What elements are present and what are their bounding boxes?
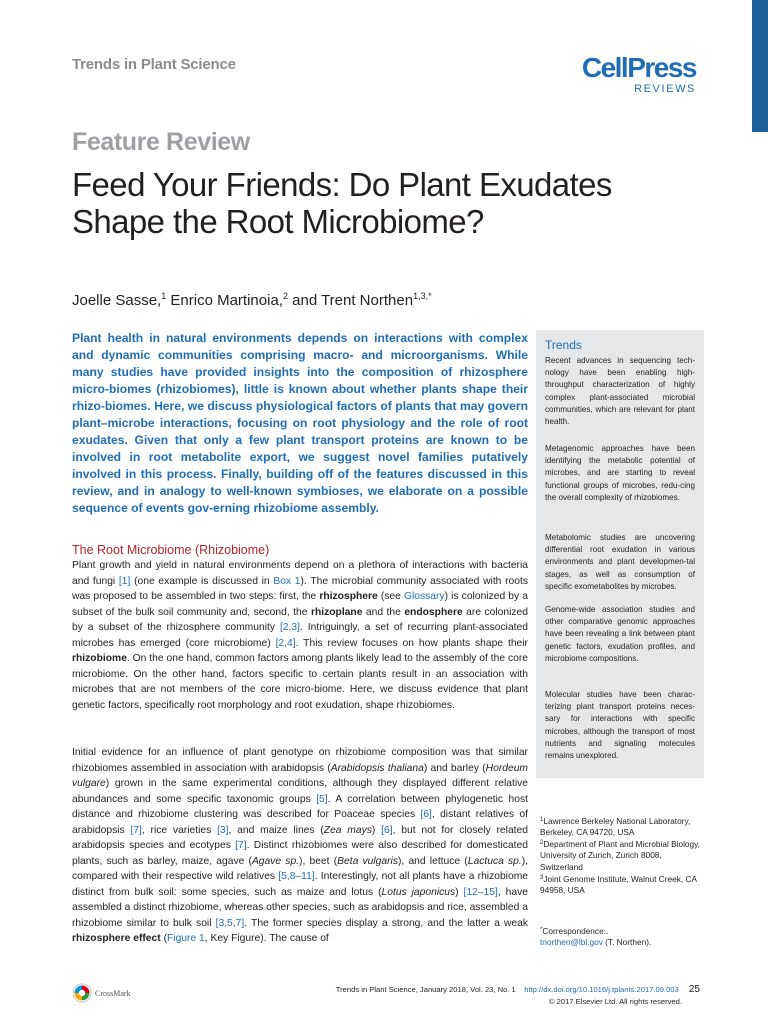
- glossary-term: rhizosphere effect: [72, 933, 161, 944]
- trends-item: Recent advances in sequencing tech-nology have been enabling high-throughput characterization of highly complex plant-associated microbial communities, which are relevant for plant health.: [545, 356, 695, 427]
- footer-citation-line: [200, 984, 700, 996]
- citation-link[interactable]: [3,5,7]: [215, 917, 245, 929]
- affiliation: $^1$Lawrence Berkeley National Laboratory, Berkeley, CA 94720, USA: [540, 816, 691, 838]
- citation-link[interactable]: [6]: [381, 824, 393, 836]
- citation-link[interactable]: [7]: [130, 824, 142, 836]
- article-type: Feature Review: [72, 128, 250, 156]
- body-paragraph: Initial evidence for an influence of plant genotype on rhizobiome composition was that similar rhizobiomes assembled in association with arabidopsis (Arabidopsis thaliana) and barley (Hordeum vulgare) grown in the same experimental conditions, although they displayed different relative abundances and some specific taxonomic groups [5]. A correlation between phylogenetic host distance and rhizobiome clustering was described for Poaceae species [6], distant relatives of arabidopsis [7], rice varieties [3], and maize lines (Zea mays) [6], but not for closely related arabidopsis species and ecotypes [7]. Distinct rhizobiomes were also described for domesticated plants, such as barley, maize, agave (Agave sp.), beet (Beta vulgaris), and lettuce (Lactuca sp.), compared with their respective wild relatives [5,8–11]. Interestingly, not all plants have a rhizobiome distinct from bulk soil: some species, such as maize and lotus (Lotus japonicus) [12–15], have assembled a distinct rhizobiome, whereas other species, such as arabidopsis and rice, assembled a rhizobiome similar to bulk soil [3,5,7]. The former species display a strong, and the latter a weak rhizosphere effect (Figure 1, Key Figure). The cause of: [72, 747, 529, 944]
- citation-link[interactable]: [3]: [217, 824, 229, 836]
- section-heading: The Root Microbiome (Rhizobiome): [72, 543, 270, 557]
- doi-link[interactable]: http://dx.doi.org/10.1016/j.tplants.2017.09.003: [524, 985, 679, 994]
- author-name: Joelle Sasse,: [72, 292, 162, 309]
- affiliation: $^2$Department of Plant and Microbial Biology, University of Zurich, Zurich 8008, Switzerland: [540, 839, 700, 872]
- correspondence: *Correspondence:. tnorthen@lbl.gov (T. Northen).: [540, 926, 652, 948]
- crossmark-label: CrossMark: [95, 988, 131, 998]
- affiliation: $^3$Joint Genome Institute, Walnut Creek, CA 94958, USA: [540, 874, 697, 896]
- author-name: and Trent Northen: [292, 292, 414, 309]
- box-link[interactable]: Box 1: [273, 575, 301, 587]
- cellpress-logo[interactable]: [578, 54, 696, 96]
- email-link[interactable]: tnorthen@lbl.gov: [540, 937, 603, 948]
- glossary-term: rhizoplane: [310, 606, 363, 618]
- logo-main-text: CellPress: [581, 52, 696, 83]
- author-affil-sup: 1: [161, 291, 167, 301]
- trends-item: Molecular studies have been charac-terizing plant transport proteins neces-sary for interactions with specific microbes, although the transport of most nutrients and signaling molecules remains unexplored.: [545, 690, 695, 761]
- body-paragraph: Plant growth and yield in natural environments depend on a plethora of interactions with bacteria and fungi [1] (one example is discussed in Box 1). The microbial community associated with roots was proposed to be assembled in two steps: first, the rhizosphere (see Glossary) is colonized by a subset of the bulk soil community and, second, the rhizoplane and the endosphere are colonized by a subset of the rhizosphere community [2,3]. Intriguingly, a set of recurring plant-associated microbes has emerged (core microbiome) [2,4]. This review focuses on how plants shape their rhizobiome. On the one hand, common factors among plants likely lead to the assembly of the core microbiome. On the other hand, factors specific to certain plants result in an association with microbes that are not members of the core micro-biome. Here, we discuss evidence that plant genetic factors, specifically root morphology and root exudation, shape rhizobiomes.: [72, 560, 529, 711]
- glossary-term: rhizobiome: [72, 653, 127, 664]
- citation-link[interactable]: [12–15]: [463, 886, 498, 898]
- author-name: Enrico Martinoia,: [170, 292, 283, 309]
- footer-citation: Trends in Plant Science, January 2018, Vol. 23, No. 1: [335, 985, 516, 994]
- journal-name: Trends in Plant Science: [72, 56, 236, 73]
- page-edge-tab: [752, 0, 768, 132]
- citation-link[interactable]: [6]: [420, 809, 432, 820]
- glossary-term: rhizosphere: [319, 591, 378, 602]
- footer-copyright: © 2017 Elsevier Ltd. All rights reserved.: [548, 997, 682, 1006]
- glossary-term: endosphere: [404, 606, 463, 618]
- author-list: [72, 291, 432, 309]
- citation-link[interactable]: [2,3]: [279, 622, 300, 633]
- trends-item: Genome-wide association studies and other comparative genomic approaches have been revealing a link between plant genetic factors, exudation profiles, and microbiome compositions.: [545, 605, 695, 663]
- crossmark-badge[interactable]: [72, 983, 131, 1003]
- figure-link[interactable]: Figure 1: [167, 933, 205, 944]
- trends-item: Metabolomic studies are uncovering differential root exudation in various environments and plant developmen-tal stages, as well as consumption of specific exometabolites by microbes.: [545, 533, 695, 591]
- citation-link[interactable]: [2,4]: [275, 637, 296, 649]
- article-title: Feed Your Friends: Do Plant Exudates Shape the Root Microbiome?: [72, 166, 612, 240]
- logo-sub-text: REVIEWS: [634, 83, 696, 95]
- citation-link[interactable]: [5]: [316, 793, 328, 805]
- page-footer: [200, 984, 700, 1008]
- citation-link[interactable]: [5,8–11]: [278, 871, 315, 882]
- citation-link[interactable]: [1]: [118, 575, 131, 587]
- author-affil-sup: 2: [282, 291, 288, 301]
- glossary-link[interactable]: Glossary: [403, 591, 445, 602]
- page-number: 25: [688, 984, 700, 995]
- trends-item: Metagenomic approaches have been identifying the metabolic potential of microbes, and are starting to reveal functional groups of microbes, redu-cing the overall complexity of rhizobiomes.: [545, 444, 695, 502]
- author-affil-sup: 1,3,*: [413, 291, 432, 301]
- abstract: Plant health in natural environments depends on interactions with complex and dynamic communities comprising macro- and microorganisms. While many studies have provided insights into the composition of rhizosphere micro-biomes (rhizobiomes), little is known about whether plants shape their rhizo-biomes. Here, we discuss physiological factors of plants that may govern plant–microbe interactions, focusing on root physiology and the role of root exudates. Given that only a few plant transport proteins are known to be involved in root metabolite export, we suggest novel families putatively involved in this process. Finally, building off of the features discussed in this review, and in analogy to well-known symbioses, we elaborate on a possible sequence of events gov-erning rhizobiome assembly.: [72, 331, 528, 515]
- crossmark-icon: [72, 983, 92, 1003]
- trends-title: Trends: [545, 338, 582, 352]
- citation-link[interactable]: [7]: [235, 840, 247, 851]
